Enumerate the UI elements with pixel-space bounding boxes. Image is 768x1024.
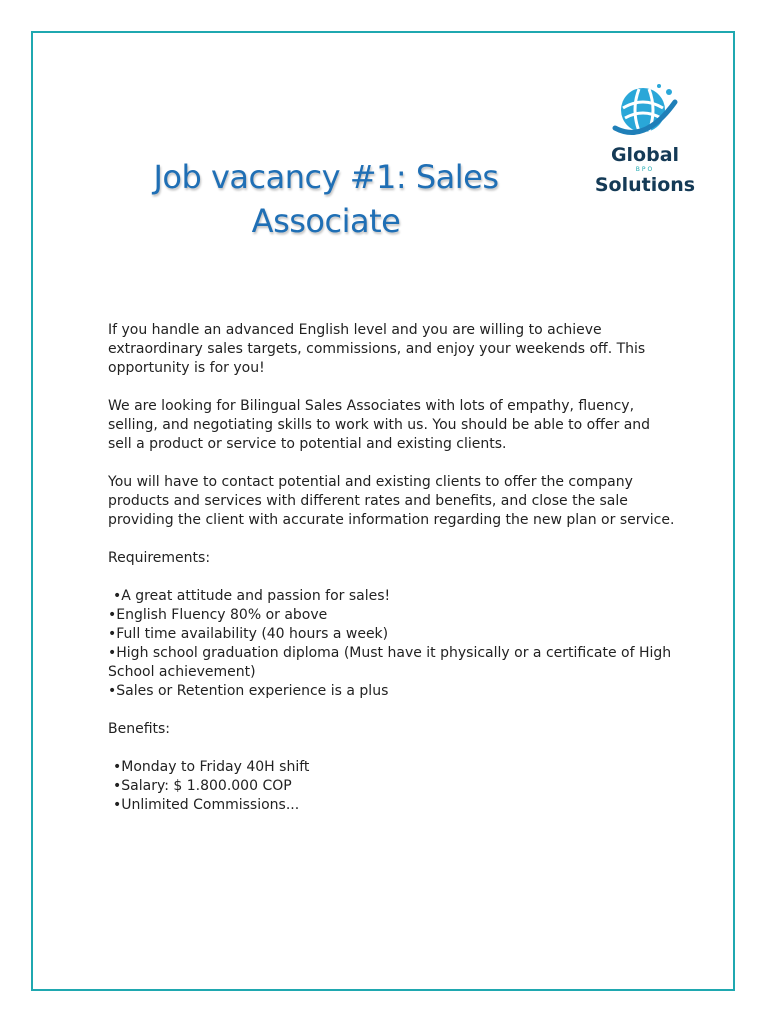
benefits-list (108, 758, 678, 815)
requirement-item: • English Fluency 80% or above (108, 606, 678, 625)
logo-line-solutions: Solutions (594, 174, 696, 196)
benefit-item: • Unlimited Commissions... (108, 796, 678, 815)
globe-icon (609, 78, 681, 144)
duties-paragraph: You will have to contact potential and existing clients to offer the company products and services with different rates and benefits, and close the sale providing the client with accurate information regarding the new plan or service. (108, 474, 675, 528)
requirement-item: • Full time availability (40 hours a week) (108, 625, 678, 644)
benefits-heading: Benefits: (108, 721, 171, 737)
requirement-item: • A great attitude and passion for sales! (108, 587, 678, 606)
document-page (31, 31, 735, 991)
requirements-list (108, 587, 678, 701)
logo-line-global: Global (610, 144, 680, 166)
logo-tag-bpo: BPO (635, 166, 655, 173)
requirements-heading: Requirements: (108, 550, 211, 566)
job-description (108, 321, 678, 834)
company-logo (561, 78, 729, 218)
benefit-item: • Monday to Friday 40H shift (108, 758, 678, 777)
intro-paragraph: If you handle an advanced English level and you are willing to achieve extraordinary sales targets, commissions, and enjoy your weekends off. This opportunity is for you! (108, 322, 646, 376)
benefit-item: • Salary: $ 1.800.000 COP (108, 777, 678, 796)
page-title: Job vacancy #1: Sales Associate (153, 158, 499, 240)
requirement-item: • Sales or Retention experience is a plus (108, 682, 678, 701)
looking-for-paragraph: We are looking for Bilingual Sales Associates with lots of empathy, fluency, selling, and negotiating skills to work with us. You should be able to offer and sell a product or service to potential and existing clients. (108, 398, 651, 452)
requirement-item: • High school graduation diploma (Must have it physically or a certificate of High School achievement) (108, 644, 678, 682)
